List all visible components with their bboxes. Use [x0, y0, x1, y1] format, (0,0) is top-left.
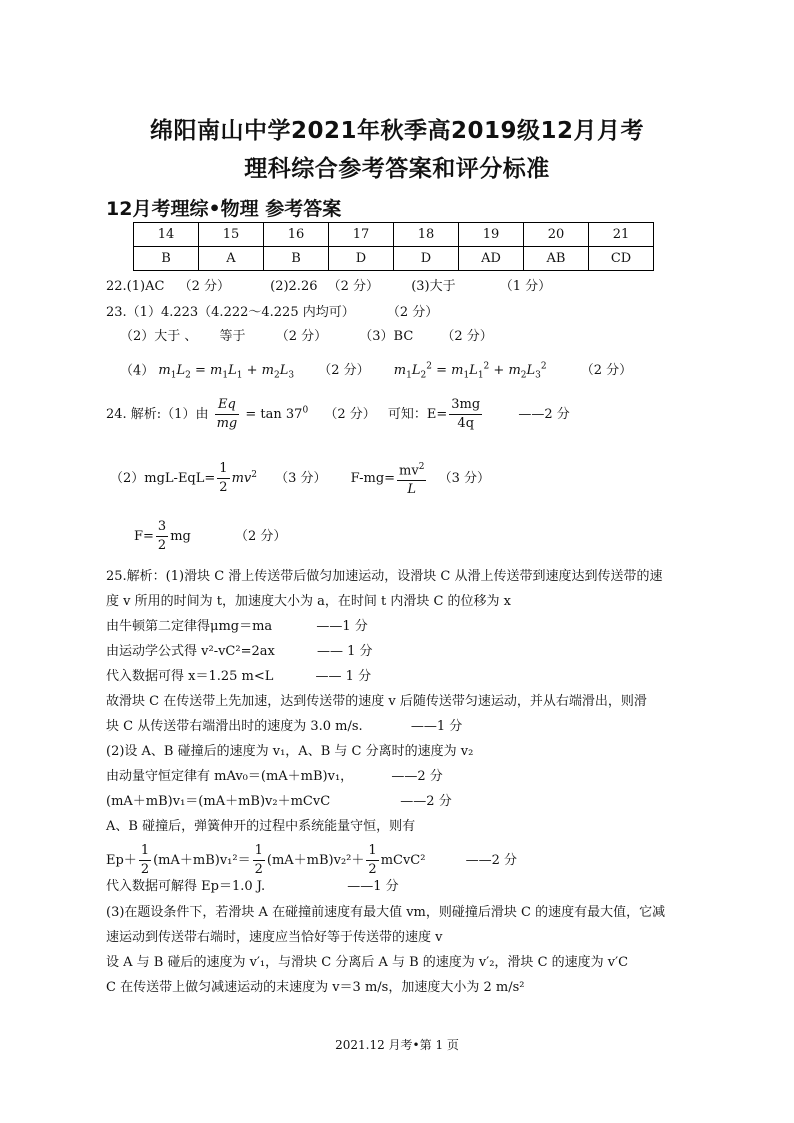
q25-line: 故滑块 C 在传送带上先加速，达到传送带的速度 v 后随传送带匀速运动，并从右端滑出，则滑	[106, 694, 647, 709]
q25-line	[106, 768, 443, 786]
answer-cell: B	[264, 247, 329, 271]
q25-line: C 在传送带上做匀减速运动的末速度为 v＝3 m/s，加速度大小为 2 m/s²	[106, 980, 525, 995]
question-number-cell: 17	[329, 223, 394, 247]
q22-line	[106, 278, 551, 296]
q22-part1-score: （2 分）	[178, 279, 230, 294]
q25-text: 代入数据可得 x＝1.25 m<L	[106, 669, 274, 684]
q25-line	[106, 793, 452, 811]
q25-score: ——2 分	[400, 794, 452, 809]
q23-part1-score: （2 分）	[386, 305, 439, 320]
q23-part4-label: （4）	[120, 363, 155, 379]
q25-score: ——1 分	[410, 719, 463, 734]
question-number-cell: 16	[264, 223, 329, 247]
q25-line	[106, 643, 373, 661]
fraction-numerator: Eq	[215, 396, 240, 415]
fraction-denominator: L	[407, 482, 417, 498]
q25-line: (2)设 A、B 碰撞后的速度为 v₁，A、B 与 C 分离时的速度为 v₂	[106, 744, 474, 759]
q25-text: 代入数据可解得 Ep＝1.0 J.	[106, 879, 266, 894]
q22-part3-score: （1 分）	[499, 279, 552, 294]
q22-part3: (3)大于	[411, 279, 456, 294]
q24-line1	[106, 396, 570, 433]
q25-score: —— 1 分	[316, 644, 373, 659]
q25-line: 度 v 所用的时间为 t，加速度大小为 a，在时间 t 内滑块 C 的位移为 x	[106, 594, 512, 609]
q23-line3	[120, 358, 632, 385]
answer-cell: AB	[524, 247, 589, 271]
q25-score: ——2 分	[391, 769, 443, 784]
fraction-denominator: mg	[216, 416, 238, 431]
question-number-cell: 20	[524, 223, 589, 247]
q23-part3-score: （2 分）	[441, 329, 493, 344]
q25-score: ——2 分	[465, 853, 518, 868]
question-number-cell: 14	[134, 223, 199, 247]
fraction-numerator: 3	[156, 518, 168, 537]
q24-fraction-3-2	[156, 518, 168, 555]
fraction-denominator: 4q	[457, 416, 475, 431]
q24-fraction-3mg-4q	[449, 396, 482, 433]
page-footer: 2021.12 月考•第 1 页	[335, 1038, 459, 1052]
table-row-answers	[134, 247, 654, 271]
q25-line: (3)在题设条件下，若滑块 A 在碰撞前速度有最大值 vm，则碰撞后滑块 C 的速度有最大值，它减	[106, 905, 666, 920]
q24-fraction-eq-mg	[215, 396, 240, 433]
q24-mv-term: mv	[231, 471, 252, 487]
question-number-cell: 19	[459, 223, 524, 247]
q25-line: 速运动到传送带右端时，速度应当恰好等于传送带的速度 v	[106, 930, 443, 945]
section-title: 12月考理综•物理 参考答案	[106, 198, 342, 220]
answer-cell: AD	[459, 247, 524, 271]
fraction-numerator: 3mg	[449, 396, 482, 415]
q24-score-1: （2 分）	[324, 407, 376, 422]
q24-line2: （2）mgL-EqL= $\frac{1}{2}$ $mv^2$ （3 分） F-mg= $\frac{mv^2}{L}$ （3 分）	[110, 458, 490, 499]
answer-cell: B	[134, 247, 199, 271]
q24-energy-eq-lhs: （2）mgL-EqL=	[110, 471, 216, 487]
q25-score: ——1 分	[316, 619, 368, 634]
q23-part4-score-2: （2 分）	[580, 363, 633, 379]
q25-text: 由运动学公式得 v²-vC²=2ax	[106, 644, 275, 659]
q24-force-eq-lhs: F-mg=	[350, 471, 396, 487]
q24-known-label: 可知：E=	[387, 407, 448, 422]
question-number-cell: 18	[394, 223, 459, 247]
answer-cell: CD	[589, 247, 654, 271]
q24-line3	[134, 518, 286, 555]
q22-part2: (2)2.26	[270, 279, 318, 294]
answer-cell: D	[329, 247, 394, 271]
table-row-numbers	[134, 223, 654, 247]
q25-score: ——1 分	[347, 879, 399, 894]
q24-score-5: （2 分）	[235, 529, 287, 544]
q24-tan-expression: = tan 37	[245, 407, 303, 422]
q24-fraction-mv2-l	[397, 458, 426, 499]
q23-line2	[120, 328, 493, 346]
fraction-denominator: 2	[219, 480, 228, 496]
q25-text: (mA＋mB)v₂²＋	[266, 853, 365, 868]
q25-line	[106, 842, 517, 879]
q24-score-4: （3 分）	[438, 471, 490, 487]
q23-equation-2: $m_1L_2^2 = m_1L_1^2 + m_2L_3^2$	[393, 362, 547, 381]
q23-equation-1: $m_1L_2 = m_1L_1 + m_2L_3$	[158, 363, 295, 381]
q23-part2a: （2）大于 、	[120, 329, 198, 344]
q24-score-2: ——2 分	[518, 407, 570, 422]
q25-score: —— 1 分	[315, 669, 372, 684]
q22-part1: 22.(1)AC	[106, 279, 165, 294]
q24-fraction-half	[217, 460, 229, 497]
q25-line	[106, 668, 371, 686]
q24-score-3: （3 分）	[275, 471, 327, 487]
q24-f-label: F=	[134, 529, 154, 544]
fraction-numerator: 1	[217, 460, 229, 479]
fraction-denominator: 2	[157, 538, 167, 553]
q25-line	[106, 878, 399, 896]
answer-cell: D	[394, 247, 459, 271]
q25-line	[106, 718, 462, 736]
fraction-half: $\frac{1}{2}$	[368, 843, 377, 877]
q25-text: (mA＋mB)v₁²＝	[153, 853, 251, 868]
q24-mg-term: mg	[170, 529, 191, 544]
q24-label: 24. 解析:（1）由	[106, 407, 209, 422]
page-title: 绵阳南山中学2021年秋季高2019级12月月考	[149, 118, 645, 144]
q23-part4-score-1: （2 分）	[318, 363, 370, 379]
q23-part3: （3）BC	[359, 329, 414, 344]
q25-line: A、B 碰撞后，弹簧伸开的过程中系统能量守恒，则有	[106, 819, 416, 834]
fraction-numerator: $mv^2$	[397, 458, 426, 481]
q25-text: (mA＋mB)v₁＝(mA＋mB)v₂＋mCvC	[106, 794, 331, 809]
q25-text: Ep＋	[106, 853, 137, 868]
q22-part2-score: （2 分）	[327, 279, 380, 294]
page-subtitle: 理科综合参考答案和评分标准	[244, 156, 550, 182]
q25-line	[106, 618, 368, 636]
q23-part2-score: （2 分）	[275, 329, 328, 344]
fraction-half: $\frac{1}{2}$	[140, 843, 150, 877]
q25-text: 由动量守恒定律有 mAv₀＝(mA＋mB)v₁，	[106, 769, 354, 784]
q23-part2b: 等于	[219, 329, 246, 344]
q25-text: mCvC²	[380, 853, 426, 868]
q25-text: 由牛顿第二定律得μmg＝ma	[106, 619, 273, 634]
q23-line1	[106, 304, 438, 322]
q25-line: 设 A 与 B 碰后的速度为 v′₁，与滑块 C 分离后 A 与 B 的速度为 v′₂，滑块 C 的速度为 v′C	[106, 955, 629, 970]
answer-cell: A	[199, 247, 264, 271]
fraction-half: $\frac{1}{2}$	[254, 843, 263, 877]
question-number-cell: 21	[589, 223, 654, 247]
question-number-cell: 15	[199, 223, 264, 247]
q25-text: 块 C 从传送带右端滑出时的速度为 3.0 m/s.	[106, 719, 363, 734]
answer-table	[133, 222, 654, 271]
q23-part1: 23.（1）4.223（4.222～4.225 内均可）	[106, 305, 355, 320]
q24-degree: 0	[302, 405, 309, 416]
q25-line: 25.解析：(1)滑块 C 滑上传送带后做匀加速运动，设滑块 C 从滑上传送带到速度达到传送带的速	[106, 569, 663, 584]
